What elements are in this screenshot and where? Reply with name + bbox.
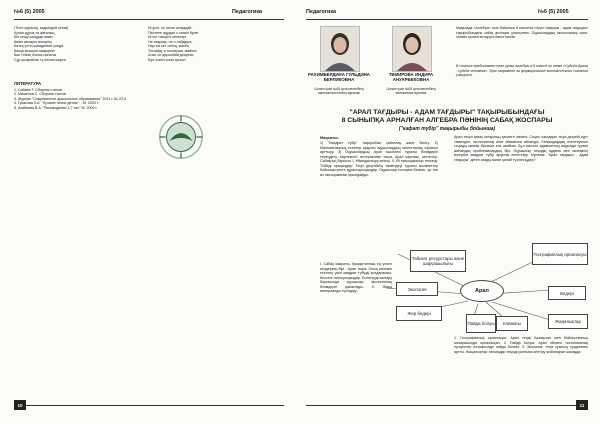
diagram-node-news: Жаңалықтар	[548, 314, 588, 329]
left-page-number: 10	[14, 400, 26, 410]
literature-item: 4. Гукасова З.А. "Лучшие песни детям". - М, 2003 г.	[14, 101, 99, 105]
poem-line: Иі іне тасыртт келетері	[148, 35, 187, 39]
right-page	[300, 0, 600, 424]
left-header-rule	[14, 19, 284, 20]
article-subtitle: ("кафат түбір" тақырыбы бойынша)	[398, 126, 496, 132]
right-footer-rule	[306, 405, 576, 406]
diagram-node-origin: Пайда болуы	[466, 314, 496, 333]
literature-item: 2. Мишелов С. Сборник стихов	[14, 92, 66, 96]
diagram-node-climate: Климаты	[496, 316, 528, 331]
author2-photo	[392, 26, 432, 72]
poem-line: Басқа ысысын шақырып	[14, 48, 55, 53]
diagram-node-ecology: Экология	[396, 282, 438, 296]
article-title-line1: "АРАЛ ТАҒДЫРЫ - АДАМ ТАҒДЫРЫ" ТАҚЫРЫБЫНДАҒЫ	[349, 109, 545, 116]
diagram-node-relief: Бедері	[548, 286, 586, 300]
decorative-emblem-icon	[152, 108, 210, 166]
poem-left	[14, 26, 129, 62]
literature-item: 5. Ахабаева В.А. "Ясновидение 3-7 лет" М. 2009 г.	[14, 105, 98, 110]
left-footer-rule	[26, 405, 284, 406]
goals-label: Мақсаты:	[320, 135, 339, 140]
poem-line: Бөтеқ үстін шамдалған қолда	[14, 44, 64, 48]
literature-section	[14, 82, 204, 110]
article-title-line2: 8 СЫНЫПҚА АРНАЛҒАН АЛГЕБРА ПӘНІНІҢ САБАҚ ЖОСПАРЫ	[341, 117, 553, 124]
poem-line: Тоспайд, я тоспауша, майнез	[148, 48, 197, 53]
poem-line: Пісілене жұрдан с канал бунеі	[148, 30, 199, 35]
poem-line: Сұр шықпайлы ту кесем жырға	[14, 57, 66, 62]
text-bottom-left: І. Сабақ мақсаты. Қазақстанның ең үлкен көлдерінің бірі - Арал теңізі. Оның көлемін есептеу үшін квадрат түбірді қолданамыз. Кестені толтырыңыздар. Есептерді шығару барысында оқушылар экологиялық білімдерін дамытады. ІІ. Жаңа материалды түсіндіру.	[320, 262, 392, 293]
literature-item: 3. Журнал "Современное дошкольное образование" 2011 г. № 23.4	[14, 96, 126, 101]
abstract-kz: Мақалада «Алгебра» пәні бойынша 8 сыныпта «Арал тағдыры - адам тағдыры» тақырыбындағы сабақ жоспары ұсынылған. Оқушылардың экологиялық сана-сезімін қалыптастыруға бағытталған.	[456, 26, 588, 39]
right-header-journal: Педагогика	[306, 9, 337, 15]
author2-name: ТЕМИРОВА ИНДИРА АНУАРБЕКОВНА	[388, 72, 434, 82]
abstract-ru: В статье представлен план урока алгебры в 8 классе по теме «Судьба Арала - судьба человека». Урок направлен на формирование экологического сознания учащихся.	[456, 64, 588, 77]
diagram-node-land-relief: Жер бедері	[396, 306, 442, 321]
right-header-issue: №6 (5) 2005	[538, 9, 569, 15]
text-column-right: Арал теңізі қазақ халқының қасиетті мекені. Соңғы жылдары теңіз деңгейі күрт төмендеп, экологиялық апат аймағына айналды. Ғалымдардың есептеуінше теңіздің көлемі бірнеше есе азайған. Бұл мәселе адамзаттың алдында тұрған жаһандық проблемалардың бірі. Оқушылар теңіздің ауданы мен көлемінің өзгерісін квадрат түбір арқылы есептейді. Мұғалім: "Арал тағдыры - адам тағдыры" деген сөздің мәнін қалай түсінесіңдер?	[454, 135, 588, 162]
poem-line: Нар есі кет сеінің, жакба,	[148, 44, 190, 48]
poem-line: Не шаужар, не о сабдауга,	[148, 39, 193, 44]
text-column-left: 1) "Квадрат түбір" тақырыбын қайталау және бекіту. 2) Математикалық есептер арқылы оқушылардың экологиялық сауатын арттыру. 3) Оқушылардың Арал мәселесі туралы білімдерін тереңдету. Көрнекілігі: интерактивті тақта, Арал картасы, кестелер. Сабақтың барысы: І. Ұйымдастыру кезеңі. ІІ. Үй тапсырмасын тексеру. Тізбеді ораңыздар: Теңіз деңгейінің төмендеуі туралы мәліметтер бойынша кесте құрастырыңыздар. Оқушылар топтарға бөлініп, әр топ өз тапсырмасын орындайды.	[320, 141, 438, 177]
poem-line: Аман ағызқол өлеңінің	[14, 39, 52, 44]
diagram-node-geo-location: Географиялық орналасуы	[532, 243, 588, 265]
poem-line: Бұл оскен соны қызыл	[148, 57, 186, 62]
poem-line: Алас ол дарсыбай деареісі,	[148, 53, 195, 57]
poem-line: Біл кешу шыңдар аман,	[14, 35, 54, 39]
right-header-rule	[306, 19, 588, 20]
literature-item: 1. Сабаев Т. Сборник стихов	[14, 87, 62, 92]
literature-title: ЛИТЕРАТУРА	[14, 81, 42, 86]
author1-role: Сынып үшін №08 орта мектебінің математика пәнінің мұғалімі	[314, 87, 364, 95]
poem-line: Бас тілінің болса сыналы	[14, 53, 57, 57]
poem-line: (Тілге қарасаң, кәдімгідей сенім)	[14, 26, 69, 30]
left-header-issue: №6 (5) 2005	[14, 9, 45, 15]
poem-line: Кұнан құрық та жағалың,	[14, 30, 56, 35]
poem-right	[148, 26, 268, 62]
poem-line: Иі ұсіл, ол халге келуадай	[148, 26, 192, 30]
author2-role: Сынып үшін №08 орта мектебінің математика мұғалімі	[386, 87, 436, 95]
diagram-center-node: Арал	[460, 280, 504, 302]
diagram-node-table-resources: Табиғат ресурстары және шаруашылығы	[410, 250, 466, 272]
left-header-journal: Педагогика	[232, 9, 263, 15]
text-bottom-right: 1. Географиялық орналасуы: Арал теңізі Қазақстан мен Өзбекстанның шекарасында орналасқан. 2. Пайда болуы: Арал ойпаты тектоникалық процестер нәтижесінде пайда болған. 3. Экология: теңіз суының тұздылығы артты. Жаңалықтар: ғалымдар теңізді қалпына келтіру жобаларын жасауда.	[454, 336, 588, 354]
author1-photo	[320, 26, 360, 72]
right-page-number: 11	[576, 400, 588, 410]
author1-name: РАХИМБЕРДИНА ГУЛЬДИНА БЕРЛИКОВНА	[308, 72, 370, 82]
